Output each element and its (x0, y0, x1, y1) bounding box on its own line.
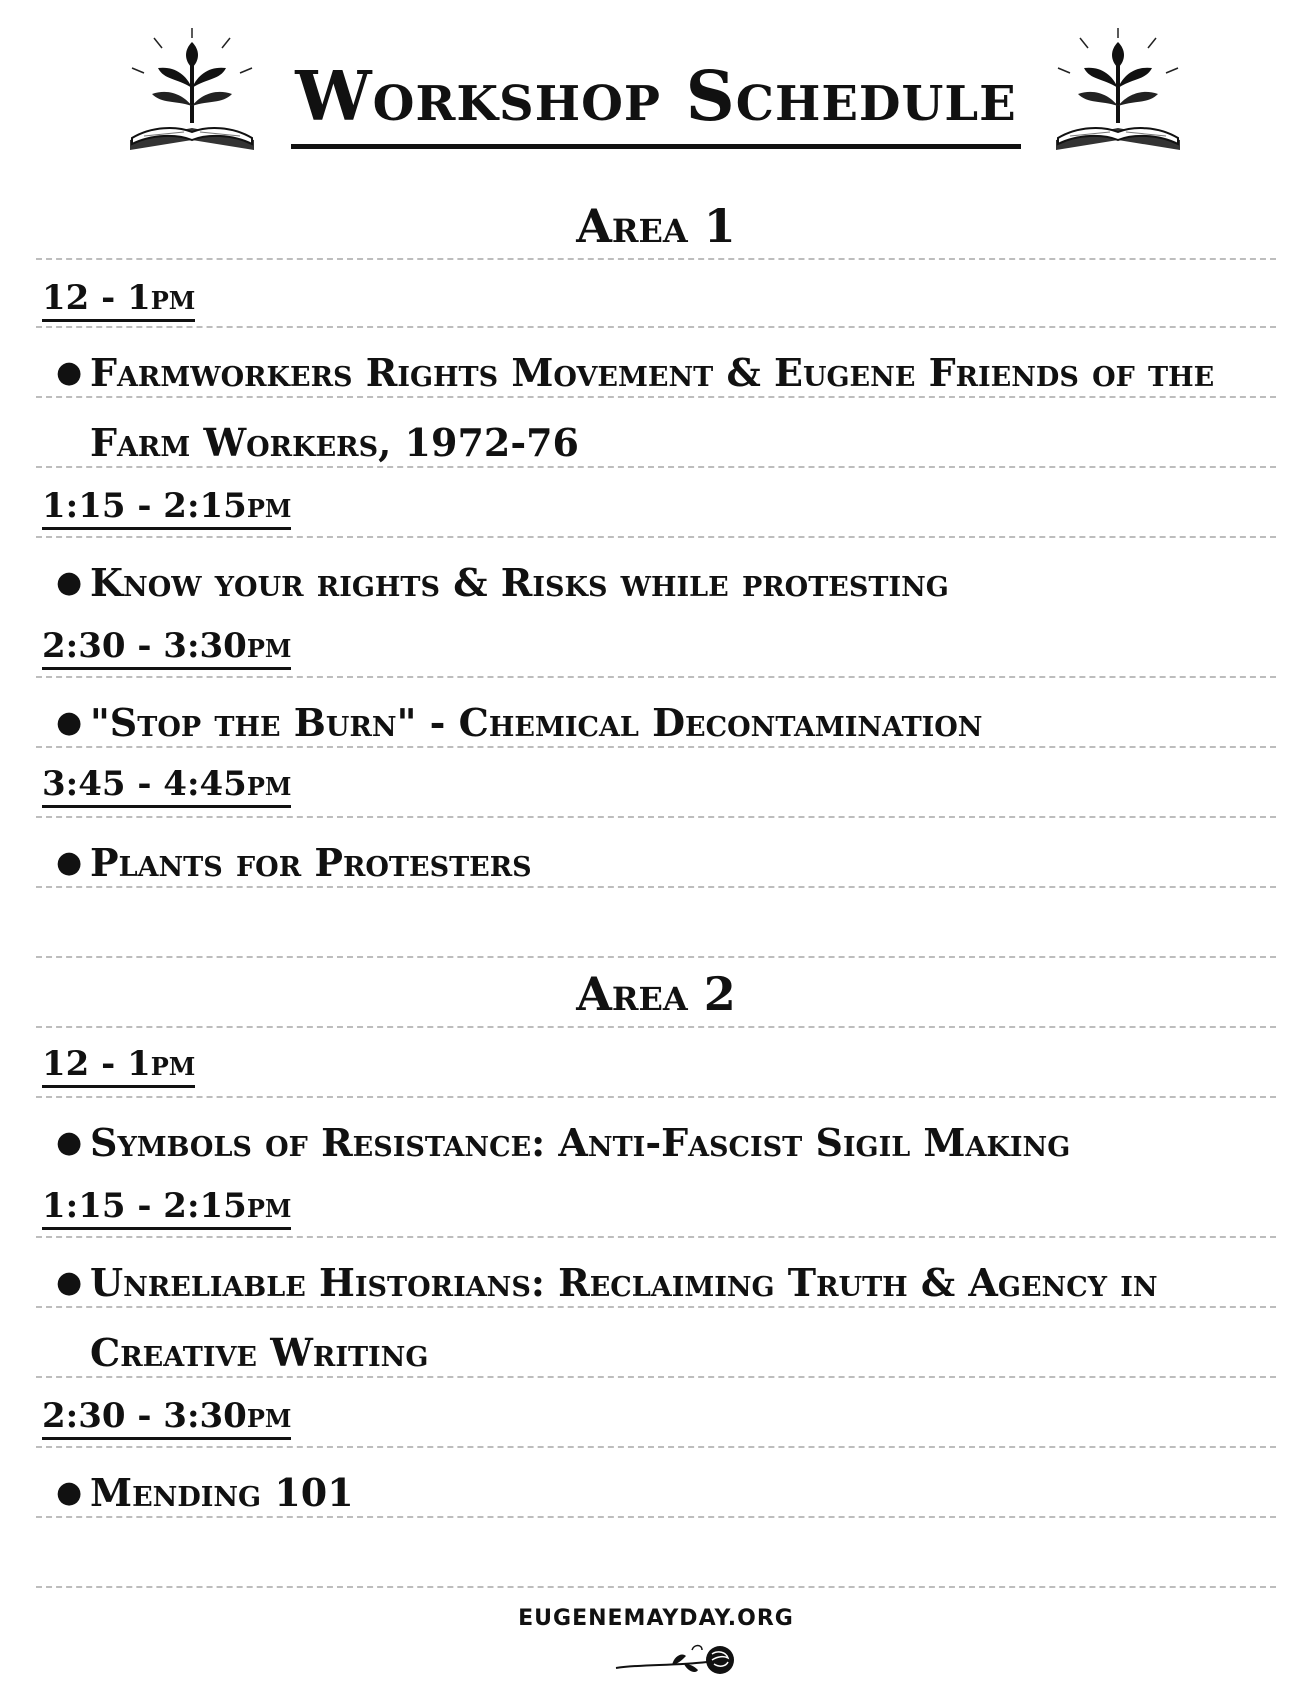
divider (36, 1026, 1276, 1028)
divider (36, 536, 1276, 538)
divider (36, 1516, 1276, 1518)
workshop-item: ● Know your rights & Risks while protesting (56, 548, 1286, 618)
workshop-item: ● Plants for Protesters (56, 828, 1286, 898)
divider (36, 1446, 1276, 1448)
time-slot: 3:45 - 4:45pm (42, 762, 291, 806)
divider (36, 1376, 1276, 1378)
workshop-item: ● "Stop the Burn" - Chemical Decontamination (56, 688, 1286, 758)
area-1-heading: Area 1 (576, 199, 736, 253)
workshop-item: ● Farmworkers Rights Movement & Eugene Friends of the Farm Workers, 1972-76 (56, 338, 1286, 478)
bullet-icon: ● (56, 1265, 83, 1300)
workshop-item: ● Mending 101 (56, 1458, 1286, 1528)
bullet-icon: ● (56, 1475, 83, 1510)
divider (36, 1236, 1276, 1238)
website-link[interactable]: EUGENEMAYDAY.ORG (518, 1606, 794, 1631)
divider (36, 396, 1276, 398)
page-title: Workshop Schedule (0, 52, 1312, 149)
area-2-heading: Area 2 (576, 967, 736, 1021)
divider (36, 816, 1276, 818)
divider (36, 676, 1276, 678)
time-slot: 12 - 1pm (42, 1042, 195, 1086)
divider (36, 1586, 1276, 1588)
bullet-icon: ● (56, 845, 83, 880)
time-slot: 12 - 1pm (42, 276, 195, 320)
divider (36, 258, 1276, 260)
divider (36, 1096, 1276, 1098)
time-slot: 1:15 - 2:15pm (42, 1184, 291, 1228)
time-slot: 1:15 - 2:15pm (42, 484, 291, 528)
rose-icon (612, 1638, 752, 1688)
divider (36, 466, 1276, 468)
workshop-item: ● Unreliable Historians: Reclaiming Truth & Agency in Creative Writing (56, 1248, 1286, 1388)
bullet-icon: ● (56, 565, 83, 600)
workshop-item: ● Symbols of Resistance: Anti-Fascist Sigil Making (56, 1108, 1286, 1178)
bullet-icon: ● (56, 705, 83, 740)
time-slot: 2:30 - 3:30pm (42, 624, 291, 668)
bullet-icon: ● (56, 1125, 83, 1160)
divider (36, 326, 1276, 328)
divider (36, 886, 1276, 888)
divider (36, 956, 1276, 958)
divider (36, 746, 1276, 748)
divider (36, 1306, 1276, 1308)
bullet-icon: ● (56, 355, 83, 390)
time-slot: 2:30 - 3:30pm (42, 1394, 291, 1438)
